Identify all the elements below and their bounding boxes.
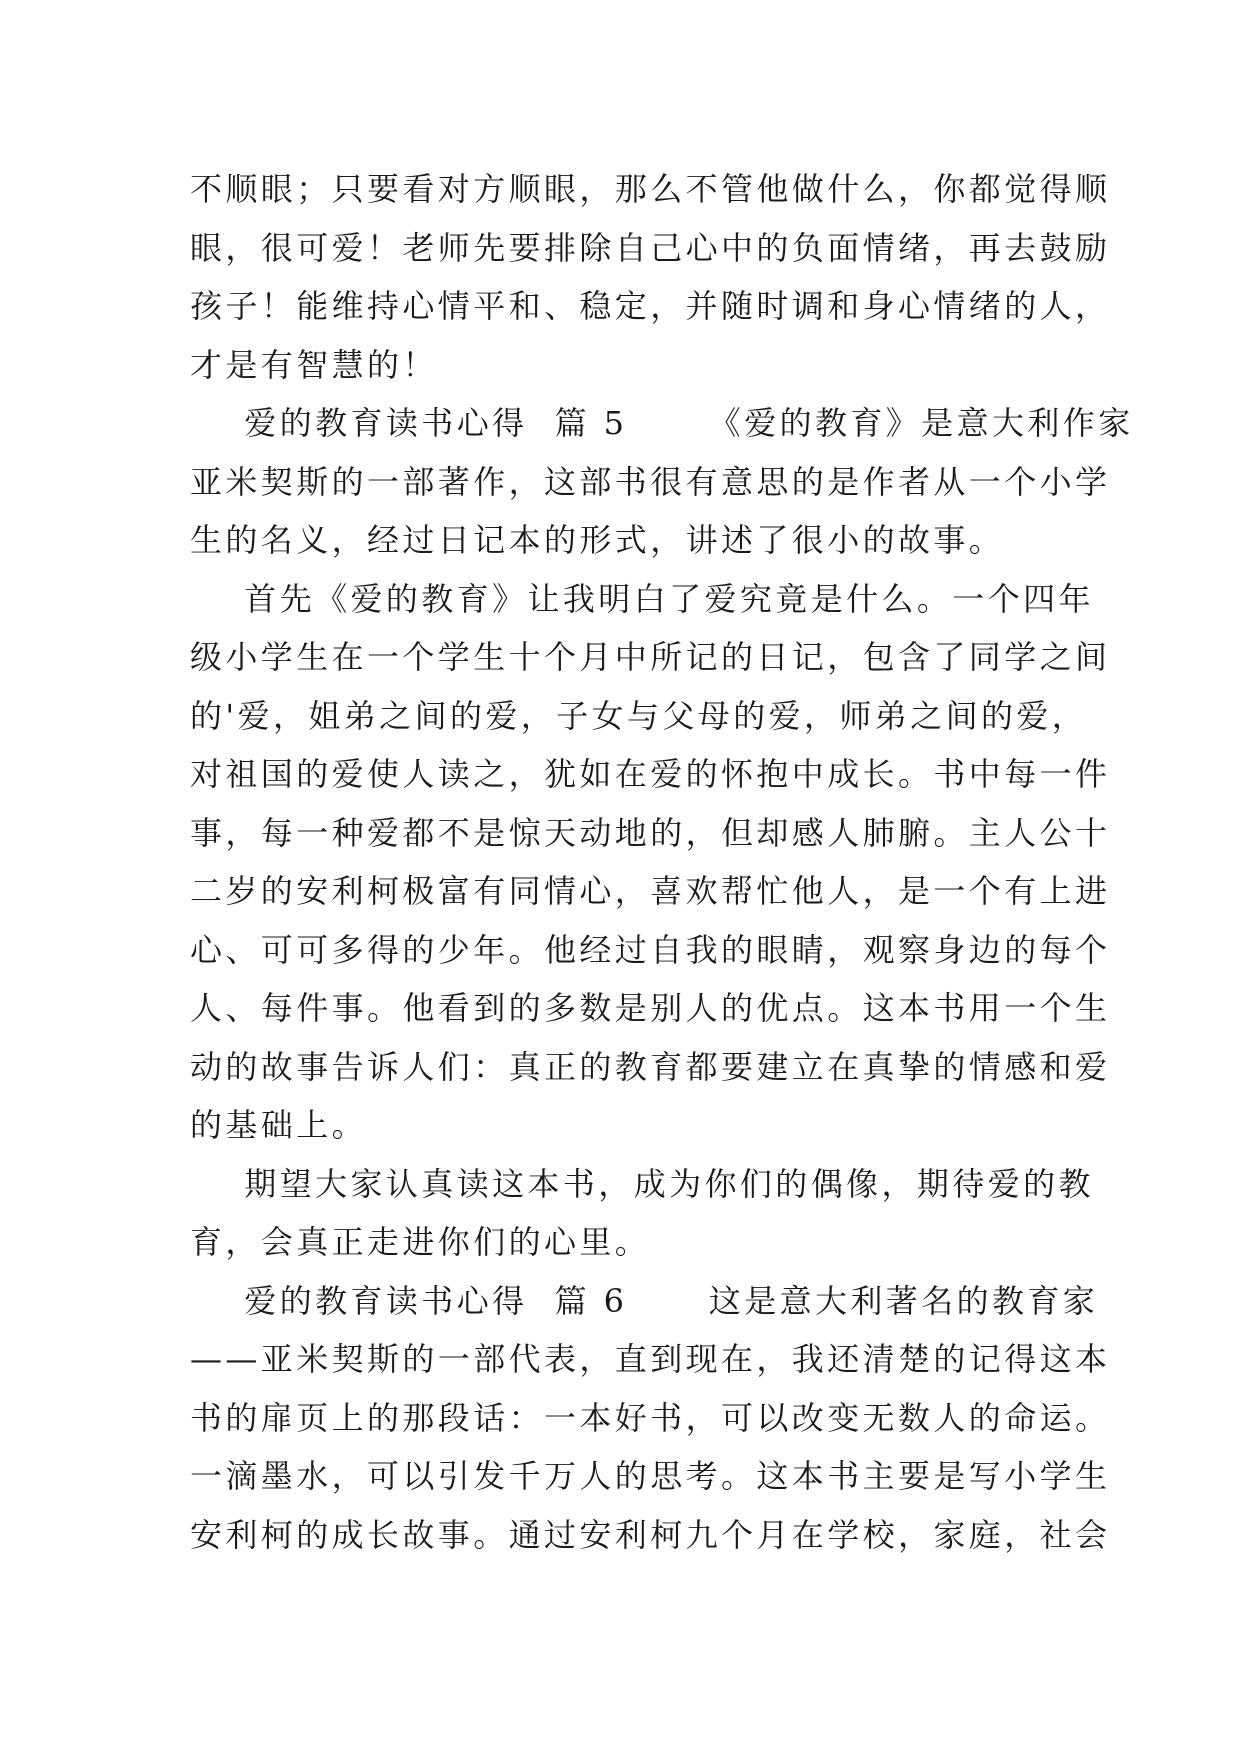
- section-heading-line: 爱的教育读书心得 篇 5 《爱的教育》是意大利作家: [190, 404, 1134, 442]
- text-line: 安利柯的成长故事。通过安利柯九个月在学校，家庭，社会: [190, 1515, 1111, 1554]
- text-line: 不顺眼；只要看对方顺眼，那么不管他做什么，你都觉得顺: [190, 170, 1111, 208]
- section-heading-line: 爱的教育读书心得 篇 6 这是意大利著名的教育家: [190, 1281, 1099, 1320]
- text-line: 一滴墨水，可以引发千万人的思考。这本书主要是写小学生: [190, 1457, 1111, 1495]
- text-line: 亚米契斯的一部著作，这部书很有意思的是作者从一个小学: [190, 462, 1111, 501]
- text-line: 孩子！能维持心情平和、稳定，并随时调和身心情绪的人，: [190, 287, 1111, 325]
- text-line: 生的名义，经过日记本的形式，讲述了很小的故事。: [190, 521, 1005, 559]
- text-line: 动的故事告诉人们：真正的教育都要建立在真挚的情感和爱: [190, 1047, 1111, 1086]
- text-line: 的'爱，姐弟之间的爱，子女与父母的爱，师弟之间的爱，: [190, 696, 1088, 735]
- text-line: 级小学生在一个学生十个月中所记的日记，包含了同学之间: [190, 638, 1111, 676]
- text-line: 心、可可多得的少年。他经过自我的眼睛，观察身边的每个: [190, 930, 1111, 969]
- text-line: 的基础上。: [190, 1106, 368, 1144]
- text-line: ——亚米契斯的一部代表，直到现在，我还清楚的记得这本: [190, 1340, 1111, 1378]
- text-line: 期望大家认真读这本书，成为你们的偶像，期待爱的教: [190, 1164, 1094, 1203]
- text-line: 人、每件事。他看到的多数是别人的优点。这本书用一个生: [190, 989, 1111, 1027]
- text-line: 首先《爱的教育》让我明白了爱究竟是什么。一个四年: [190, 579, 1094, 618]
- text-line: 事，每一种爱都不是惊天动地的，但却感人肺腑。主人公十: [190, 813, 1111, 852]
- text-line: 育，会真正走进你们的心里。: [190, 1223, 651, 1261]
- text-line: 眼，很可爱！老师先要排除自己心中的负面情绪，再去鼓励: [190, 228, 1111, 267]
- body-text: [190, 160, 1134, 1564]
- text-line: 书的扉页上的那段话：一本好书，可以改变无数人的命运。: [190, 1398, 1111, 1437]
- text-line: 二岁的安利柯极富有同情心，喜欢帮忙他人，是一个有上进: [190, 872, 1111, 910]
- text-line: 对祖国的爱使人读之，犹如在爱的怀抱中成长。书中每一件: [190, 755, 1111, 793]
- text-line: 才是有智慧的！: [190, 345, 438, 384]
